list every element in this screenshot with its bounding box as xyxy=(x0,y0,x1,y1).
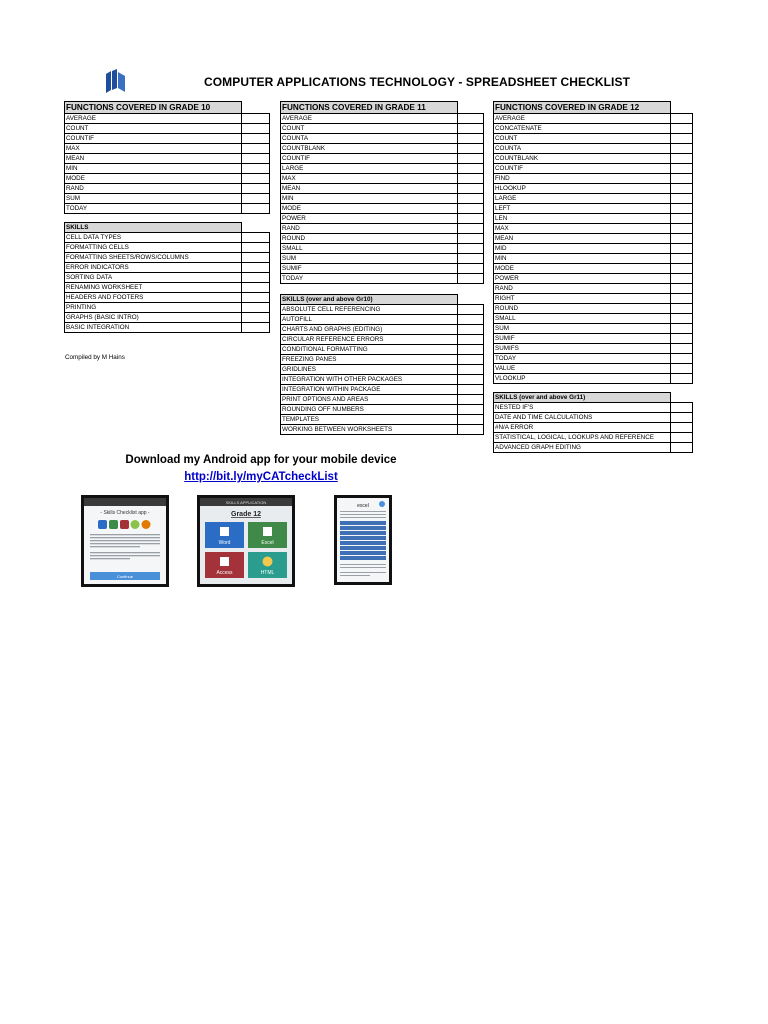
skill-row xyxy=(65,273,270,283)
function-row-label: SUMIF xyxy=(281,264,458,274)
check-box-cell[interactable] xyxy=(457,385,483,395)
function-row xyxy=(494,264,693,274)
check-box-cell[interactable] xyxy=(241,243,269,253)
check-box-cell[interactable] xyxy=(457,355,483,365)
function-row-label: SUM xyxy=(281,254,458,264)
check-box-cell[interactable] xyxy=(241,154,269,164)
check-box-cell[interactable] xyxy=(457,194,483,204)
function-row xyxy=(65,154,270,164)
skill-row xyxy=(65,293,270,303)
function-row xyxy=(494,274,693,284)
tile-access: Access xyxy=(216,570,233,576)
screen3-heading: excel xyxy=(357,503,369,509)
skills-header xyxy=(281,295,484,305)
check-box-cell[interactable] xyxy=(457,274,483,284)
skill-row xyxy=(281,315,484,325)
check-box-cell[interactable] xyxy=(670,214,692,224)
skill-row-label: PRINTING xyxy=(65,303,242,313)
check-box-cell[interactable] xyxy=(457,244,483,254)
skill-row-label: PRINT OPTIONS AND AREAS xyxy=(281,395,458,405)
app-screenshot-intro xyxy=(81,495,169,587)
check-box-cell[interactable] xyxy=(241,114,269,124)
function-row-label: MIN xyxy=(65,164,242,174)
function-row-label: MODE xyxy=(494,264,671,274)
function-row-label: COUNTA xyxy=(494,144,671,154)
functions-header-label: FUNCTIONS COVERED IN GRADE 11 xyxy=(281,102,458,114)
function-row-label: POWER xyxy=(494,274,671,284)
function-row-label: MAX xyxy=(281,174,458,184)
function-row xyxy=(494,204,693,214)
grade12-table xyxy=(493,101,693,453)
skill-row xyxy=(494,443,693,453)
check-box-cell[interactable] xyxy=(670,164,692,174)
check-box-cell[interactable] xyxy=(457,405,483,415)
function-row-label: RIGHT xyxy=(494,294,671,304)
function-row xyxy=(281,124,484,134)
check-box-cell[interactable] xyxy=(457,365,483,375)
check-box-cell[interactable] xyxy=(670,433,692,443)
function-row-label: MID xyxy=(494,244,671,254)
function-row-label: TODAY xyxy=(65,204,242,214)
function-row xyxy=(494,154,693,164)
function-row xyxy=(494,114,693,124)
skill-row xyxy=(65,263,270,273)
function-row xyxy=(494,374,693,384)
check-box-cell[interactable] xyxy=(241,293,269,303)
function-row-label: TODAY xyxy=(494,354,671,364)
skill-row xyxy=(281,425,484,435)
check-box-cell[interactable] xyxy=(241,204,269,214)
check-box-cell[interactable] xyxy=(670,244,692,254)
functions-header-label: FUNCTIONS COVERED IN GRADE 12 xyxy=(494,102,671,114)
function-row-label: VLOOKUP xyxy=(494,374,671,384)
skill-row-label: SORTING DATA xyxy=(65,273,242,283)
function-row-label: SUMIFS xyxy=(494,344,671,354)
function-row xyxy=(494,364,693,374)
check-box-cell[interactable] xyxy=(457,114,483,124)
function-row xyxy=(494,334,693,344)
function-row-label: COUNTIF xyxy=(65,134,242,144)
function-row-label: COUNT xyxy=(494,134,671,144)
skill-row xyxy=(65,323,270,333)
grade11-table xyxy=(280,101,484,435)
function-row xyxy=(494,254,693,264)
function-row xyxy=(281,144,484,154)
functions-header xyxy=(494,102,693,114)
function-row-label: COUNT xyxy=(65,124,242,134)
skills-header-label: SKILLS (over and above Gr10) xyxy=(281,295,458,305)
function-row xyxy=(281,204,484,214)
check-box-cell[interactable] xyxy=(457,214,483,224)
function-row-label: MIN xyxy=(494,254,671,264)
check-box-cell[interactable] xyxy=(457,415,483,425)
function-row-label: SUM xyxy=(65,194,242,204)
function-row-label: MODE xyxy=(281,204,458,214)
check-box-cell[interactable] xyxy=(670,324,692,334)
check-box-cell[interactable] xyxy=(241,313,269,323)
function-row-label: LEFT xyxy=(494,204,671,214)
check-box-cell[interactable] xyxy=(457,315,483,325)
skill-row-label: CHARTS AND GRAPHS (EDITING) xyxy=(281,325,458,335)
compiled-by: Compiled by M Hains xyxy=(65,354,125,361)
function-row xyxy=(281,154,484,164)
check-box-cell[interactable] xyxy=(670,374,692,384)
function-row-label: SMALL xyxy=(494,314,671,324)
check-box-cell[interactable] xyxy=(670,234,692,244)
function-row-label: COUNTIF xyxy=(281,154,458,164)
check-box-cell[interactable] xyxy=(241,323,269,333)
function-row-label: COUNTIF xyxy=(494,164,671,174)
skill-row-label: ERROR INDICATORS xyxy=(65,263,242,273)
check-box-cell[interactable] xyxy=(670,114,692,124)
check-box-cell[interactable] xyxy=(241,194,269,204)
function-row xyxy=(281,254,484,264)
function-row-label: FIND xyxy=(494,174,671,184)
grade10-table xyxy=(64,101,270,333)
function-row xyxy=(494,214,693,224)
skill-row-label: CELL DATA TYPES xyxy=(65,233,242,243)
skill-row-label: NESTED IF'S xyxy=(494,403,671,413)
check-box-cell[interactable] xyxy=(241,184,269,194)
function-row xyxy=(494,304,693,314)
check-box-cell[interactable] xyxy=(670,194,692,204)
function-row-label: AVERAGE xyxy=(65,114,242,124)
function-row xyxy=(494,224,693,234)
skill-row-label: CIRCULAR REFERENCE ERRORS xyxy=(281,335,458,345)
function-row-label: CONCATENATE xyxy=(494,124,671,134)
function-row xyxy=(65,124,270,134)
check-box-cell[interactable] xyxy=(670,184,692,194)
skill-row xyxy=(281,305,484,315)
check-box-cell[interactable] xyxy=(670,274,692,284)
function-row xyxy=(494,284,693,294)
check-box-cell[interactable] xyxy=(457,154,483,164)
skill-row-label: #N/A ERROR xyxy=(494,423,671,433)
check-box-cell[interactable] xyxy=(670,443,692,453)
function-row xyxy=(281,224,484,234)
download-link[interactable]: http://bit.ly/myCATcheckList xyxy=(184,471,338,483)
check-box-cell[interactable] xyxy=(457,164,483,174)
function-row-label: LARGE xyxy=(281,164,458,174)
function-row xyxy=(494,134,693,144)
screen1-button: Continue xyxy=(116,574,134,579)
check-box-cell[interactable] xyxy=(457,124,483,134)
skill-row-label: STATISTICAL, LOGICAL, LOOKUPS AND REFERENCE xyxy=(494,433,671,443)
app-screenshot-excel xyxy=(334,495,392,585)
function-row xyxy=(494,314,693,324)
function-row xyxy=(494,234,693,244)
check-box-cell[interactable] xyxy=(670,354,692,364)
function-row-label: MAX xyxy=(494,224,671,234)
function-row xyxy=(281,244,484,254)
skill-row xyxy=(65,253,270,263)
page-title: COMPUTER APPLICATIONS TECHNOLOGY - SPREADSHEET CHECKLIST xyxy=(203,75,631,89)
skill-row xyxy=(281,385,484,395)
skill-row xyxy=(494,433,693,443)
function-row-label: MODE xyxy=(65,174,242,184)
check-box-cell[interactable] xyxy=(457,395,483,405)
check-box-cell[interactable] xyxy=(457,264,483,274)
check-box-cell[interactable] xyxy=(241,303,269,313)
check-box-cell[interactable] xyxy=(670,403,692,413)
check-box-cell[interactable] xyxy=(670,144,692,154)
function-row-label: MEAN xyxy=(65,154,242,164)
function-row xyxy=(494,124,693,134)
functions-header xyxy=(281,102,484,114)
check-box-cell[interactable] xyxy=(670,154,692,164)
skill-row-label: HEADERS AND FOOTERS xyxy=(65,293,242,303)
function-row xyxy=(494,164,693,174)
check-box-cell[interactable] xyxy=(457,144,483,154)
check-box-cell[interactable] xyxy=(670,254,692,264)
skill-row xyxy=(65,243,270,253)
skill-row xyxy=(281,355,484,365)
skill-row xyxy=(65,283,270,293)
function-row xyxy=(65,194,270,204)
skill-row-label: INTEGRATION WITH OTHER PACKAGES xyxy=(281,375,458,385)
check-box-cell[interactable] xyxy=(457,335,483,345)
function-row xyxy=(281,174,484,184)
check-box-cell[interactable] xyxy=(670,423,692,433)
check-box-cell[interactable] xyxy=(241,144,269,154)
function-row-label: COUNTBLANK xyxy=(494,154,671,164)
skill-row-label: CONDITIONAL FORMATTING xyxy=(281,345,458,355)
skill-row xyxy=(281,335,484,345)
skill-row xyxy=(65,313,270,323)
function-row xyxy=(65,144,270,154)
check-box-cell[interactable] xyxy=(241,233,269,243)
screen2-heading: Grade 12 xyxy=(231,511,261,518)
function-row-label: SUM xyxy=(494,324,671,334)
check-box-cell[interactable] xyxy=(670,364,692,374)
screen1-heading: - Skills Checklist app - xyxy=(100,510,150,516)
check-box-cell[interactable] xyxy=(241,263,269,273)
function-row xyxy=(281,114,484,124)
check-box-cell[interactable] xyxy=(241,273,269,283)
skill-row-label: ADVANCED GRAPH EDITING xyxy=(494,443,671,453)
function-row xyxy=(494,294,693,304)
screen2-bar: SKILLS APPLICATION xyxy=(225,500,267,505)
check-box-cell[interactable] xyxy=(457,174,483,184)
skill-row-label: RENAMING WORKSHEET xyxy=(65,283,242,293)
check-box-cell[interactable] xyxy=(241,124,269,134)
function-row-label: COUNTA xyxy=(281,134,458,144)
skill-row-label: INTEGRATION WITHIN PACKAGE xyxy=(281,385,458,395)
function-row xyxy=(281,214,484,224)
skill-row xyxy=(281,415,484,425)
skill-row-label: FORMATTING SHEETS/ROWS/COLUMNS xyxy=(65,253,242,263)
function-row xyxy=(65,134,270,144)
check-box-cell[interactable] xyxy=(670,174,692,184)
function-row xyxy=(281,274,484,284)
function-row xyxy=(494,324,693,334)
skill-row-label: BASIC INTEGRATION xyxy=(65,323,242,333)
skill-row xyxy=(281,365,484,375)
function-row-label: LARGE xyxy=(494,194,671,204)
function-row xyxy=(281,194,484,204)
function-row xyxy=(281,134,484,144)
function-row xyxy=(494,184,693,194)
function-row-label: MEAN xyxy=(494,234,671,244)
skill-row xyxy=(65,233,270,243)
function-row-label: TODAY xyxy=(281,274,458,284)
function-row-label: RAND xyxy=(281,224,458,234)
function-row-label: RAND xyxy=(494,284,671,294)
function-row-label: RAND xyxy=(65,184,242,194)
check-box-cell[interactable] xyxy=(457,234,483,244)
function-row-label: VALUE xyxy=(494,364,671,374)
function-row-label: MIN xyxy=(281,194,458,204)
check-box-cell[interactable] xyxy=(457,345,483,355)
functions-header-label: FUNCTIONS COVERED IN GRADE 10 xyxy=(65,102,242,114)
function-row xyxy=(65,184,270,194)
check-box-cell[interactable] xyxy=(670,204,692,214)
skill-row xyxy=(281,375,484,385)
function-row-label: ROUND xyxy=(281,234,458,244)
tile-excel: Excel xyxy=(261,540,274,546)
function-row-label: MAX xyxy=(65,144,242,154)
function-row-label: SUMIF xyxy=(494,334,671,344)
function-row xyxy=(494,144,693,154)
tile-html: HTML xyxy=(260,570,275,576)
skill-row xyxy=(65,303,270,313)
skills-header-label: SKILLS (over and above Gr11) xyxy=(494,393,671,403)
function-row-label: POWER xyxy=(281,214,458,224)
skill-row xyxy=(281,405,484,415)
check-box-cell[interactable] xyxy=(670,284,692,294)
check-box-cell[interactable] xyxy=(670,124,692,134)
check-box-cell[interactable] xyxy=(670,314,692,324)
function-row xyxy=(65,114,270,124)
skill-row xyxy=(494,423,693,433)
check-box-cell[interactable] xyxy=(241,164,269,174)
skill-row-label: FORMATTING CELLS xyxy=(65,243,242,253)
skills-header xyxy=(65,223,270,233)
check-box-cell[interactable] xyxy=(241,134,269,144)
function-row xyxy=(281,184,484,194)
skill-row-label: TEMPLATES xyxy=(281,415,458,425)
check-box-cell[interactable] xyxy=(670,224,692,234)
function-row-label: ROUND xyxy=(494,304,671,314)
function-row xyxy=(494,174,693,184)
skill-row-label: AUTOFILL xyxy=(281,315,458,325)
function-row xyxy=(494,354,693,364)
function-row xyxy=(65,204,270,214)
skill-row-label: GRIDLINES xyxy=(281,365,458,375)
check-box-cell[interactable] xyxy=(670,304,692,314)
check-box-cell[interactable] xyxy=(670,264,692,274)
function-row-label: AVERAGE xyxy=(281,114,458,124)
check-box-cell[interactable] xyxy=(670,134,692,144)
check-box-cell[interactable] xyxy=(457,184,483,194)
skill-row xyxy=(494,413,693,423)
app-screenshot-grade12 xyxy=(197,495,295,587)
skill-row-label: ABSOLUTE CELL REFERENCING xyxy=(281,305,458,315)
skill-row xyxy=(281,325,484,335)
skill-row xyxy=(494,403,693,413)
skill-row-label: ROUNDING OFF NUMBERS xyxy=(281,405,458,415)
functions-header xyxy=(65,102,270,114)
function-row xyxy=(65,164,270,174)
check-box-cell[interactable] xyxy=(457,134,483,144)
check-box-cell[interactable] xyxy=(457,254,483,264)
function-row-label: LEN xyxy=(494,214,671,224)
download-text: Download my Android app for your mobile device xyxy=(125,454,397,466)
skill-row xyxy=(281,395,484,405)
check-box-cell[interactable] xyxy=(670,413,692,423)
skill-row-label: WORKING BETWEEN WORKSHEETS xyxy=(281,425,458,435)
check-box-cell[interactable] xyxy=(670,294,692,304)
skill-row-label: DATE AND TIME CALCULATIONS xyxy=(494,413,671,423)
skills-header xyxy=(494,393,693,403)
check-box-cell[interactable] xyxy=(457,325,483,335)
check-box-cell[interactable] xyxy=(670,344,692,354)
check-box-cell[interactable] xyxy=(241,174,269,184)
function-row xyxy=(281,164,484,174)
function-row-label: COUNT xyxy=(281,124,458,134)
check-box-cell[interactable] xyxy=(457,425,483,435)
check-box-cell[interactable] xyxy=(457,204,483,214)
function-row xyxy=(494,194,693,204)
check-box-cell[interactable] xyxy=(670,334,692,344)
skill-row xyxy=(281,345,484,355)
function-row xyxy=(494,244,693,254)
tile-word: Word xyxy=(218,540,231,546)
check-box-cell[interactable] xyxy=(241,253,269,263)
function-row-label: AVERAGE xyxy=(494,114,671,124)
function-row-label: HLOOKUP xyxy=(494,184,671,194)
check-box-cell[interactable] xyxy=(457,375,483,385)
function-row xyxy=(281,234,484,244)
function-row xyxy=(281,264,484,274)
check-box-cell[interactable] xyxy=(457,305,483,315)
function-row-label: COUNTBLANK xyxy=(281,144,458,154)
skills-header-label: SKILLS xyxy=(65,223,242,233)
function-row-label: MEAN xyxy=(281,184,458,194)
function-row xyxy=(494,344,693,354)
check-box-cell[interactable] xyxy=(241,283,269,293)
skill-row-label: GRAPHS (BASIC INTRO) xyxy=(65,313,242,323)
function-row-label: SMALL xyxy=(281,244,458,254)
function-row xyxy=(65,174,270,184)
check-box-cell[interactable] xyxy=(457,224,483,234)
skill-row-label: FREEZING PANES xyxy=(281,355,458,365)
